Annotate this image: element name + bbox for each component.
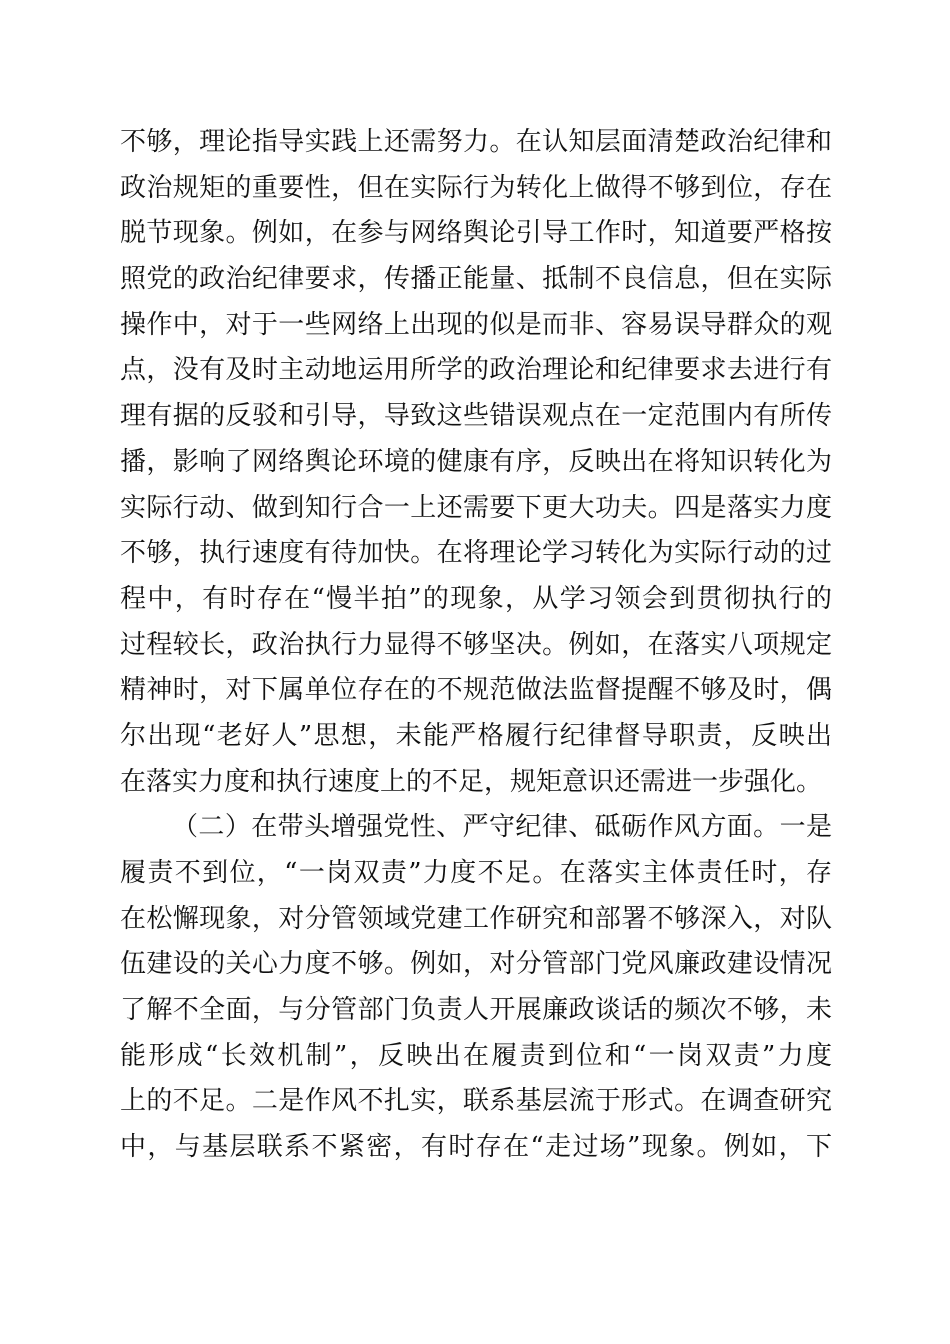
text-line: 理有据的反驳和引导，导致这些错误观点在一定范围内有所传 bbox=[120, 401, 832, 432]
paragraph-1 bbox=[120, 120, 832, 805]
paragraph-2 bbox=[120, 805, 832, 1171]
text-line: 脱节现象。例如，在参与网络舆论引导工作时，知道要严格按 bbox=[120, 218, 832, 249]
text-line: 不够，执行速度有待加快。在将理论学习转化为实际行动的过 bbox=[120, 538, 832, 569]
text-line: 在落实力度和执行速度上的不足，规矩意识还需进一步强化。 bbox=[120, 766, 823, 797]
body-text bbox=[120, 120, 832, 1171]
text-line: 尔出现“老好人”思想，未能严格履行纪律督导职责，反映出 bbox=[120, 720, 832, 751]
text-line: 上的不足。二是作风不扎实，联系基层流于形式。在调查研究 bbox=[120, 1086, 832, 1117]
text-line: 伍建设的关心力度不够。例如，对分管部门党风廉政建设情况 bbox=[120, 949, 832, 980]
text-line: 能形成“长效机制”，反映出在履责到位和“一岗双责”力度 bbox=[120, 1040, 832, 1071]
text-line: 政治规矩的重要性，但在实际行为转化上做得不够到位，存在 bbox=[120, 172, 832, 203]
text-line: 履责不到位，“一岗双责”力度不足。在落实主体责任时，存 bbox=[120, 858, 832, 888]
section-heading-line: （二）在带头增强党性、严守纪律、砥砺作风方面。一是 bbox=[172, 812, 832, 843]
text-line: 实际行动、做到知行合一上还需要下更大功夫。四是落实力度 bbox=[120, 492, 832, 523]
text-line: 程中，有时存在“慢半拍”的现象，从学习领会到贯彻执行的 bbox=[120, 583, 832, 614]
text-line: 播，影响了网络舆论环境的健康有序，反映出在将知识转化为 bbox=[120, 446, 832, 477]
text-line: 不够，理论指导实践上还需努力。在认知层面清楚政治纪律和 bbox=[120, 127, 832, 157]
text-line: 精神时，对下属单位存在的不规范做法监督提醒不够及时，偶 bbox=[120, 675, 832, 706]
text-line: 操作中，对于一些网络上出现的似是而非、容易误导群众的观 bbox=[120, 309, 832, 340]
text-line: 在松懈现象，对分管领域党建工作研究和部署不够深入，对队 bbox=[120, 903, 832, 934]
text-line: 点，没有及时主动地运用所学的政治理论和纪律要求去进行有 bbox=[120, 355, 832, 386]
text-line: 照党的政治纪律要求，传播正能量、抵制不良信息，但在实际 bbox=[120, 264, 832, 295]
text-line: 中，与基层联系不紧密，有时存在“走过场”现象。例如，下 bbox=[120, 1132, 832, 1163]
text-line: 过程较长，政治执行力显得不够坚决。例如，在落实八项规定 bbox=[120, 629, 832, 660]
text-line: 了解不全面，与分管部门负责人开展廉政谈话的频次不够，未 bbox=[120, 995, 832, 1026]
